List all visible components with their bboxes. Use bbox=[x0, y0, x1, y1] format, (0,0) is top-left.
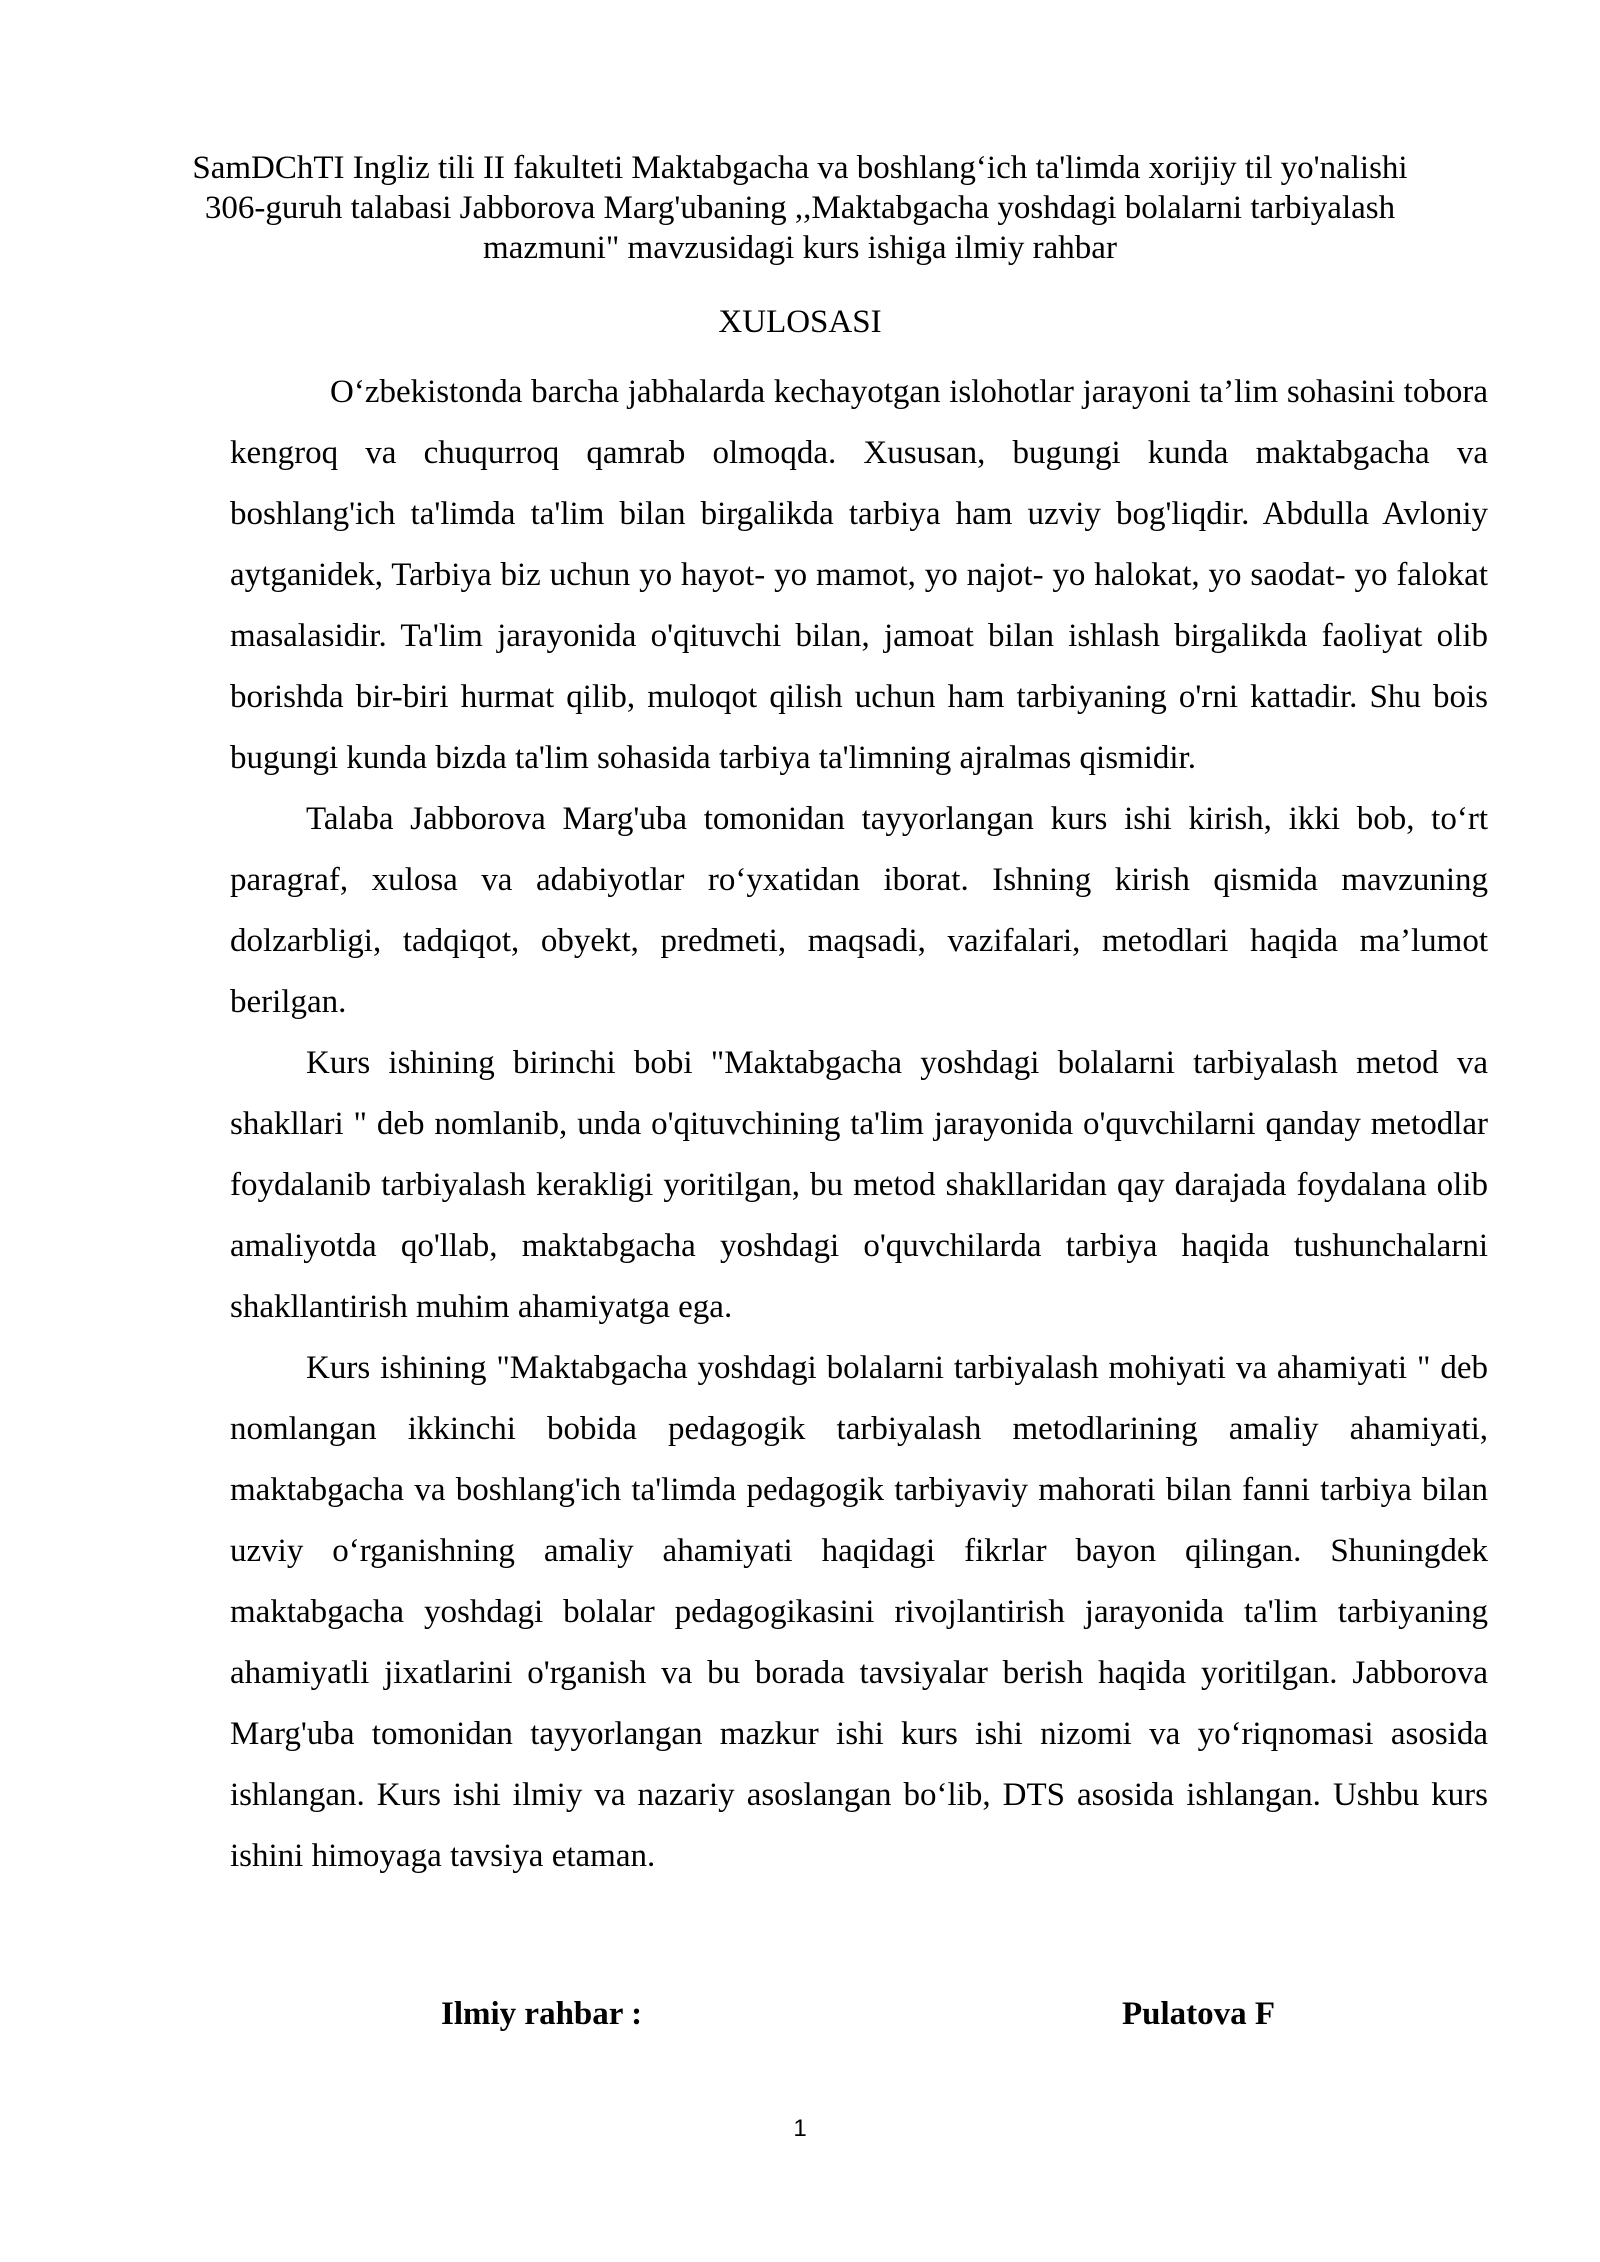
document-header bbox=[160, 148, 1440, 268]
header-line-1: SamDChTI Ingliz tili II fakulteti Maktabgacha va boshlang‘ich ta'limda xorijiy til yo'nalishi bbox=[192, 150, 1408, 186]
paragraph-chapter-two: Kurs ishining "Maktabgacha yoshdagi bolalarni tarbiyalash mohiyati va ahamiyati " deb nomlangan ikkinchi bobida pedagogik tarbiyalash metodlarining amaliy ahamiyati, maktabgacha va boshlang'ich ta'limda pedagogik tarbiyaviy mahorati bilan fanni tarbiya bilan uzviy o‘rganishning amaliy ahamiyati haqidagi fikrlar bayon qilingan. Shuningdek maktabgacha yoshdagi bolalar pedagogikasini rivojlantirish jarayonida ta'lim tarbiyaning ahamiyatli jixatlarini o'rganish va bu borada tavsiyalar berish haqida yoritilgan. Jabborova Marg'uba tomonidan tayyorlangan mazkur ishi kurs ishi nizomi va yo‘riqnomasi asosida ishlangan. Kurs ishi ilmiy va nazariy asoslangan bo‘lib, DTS asosida ishlangan. Ushbu kurs ishini himoyaga tavsiya etaman. bbox=[230, 1350, 1488, 1874]
signature-label: Ilmiy rahbar : bbox=[441, 1996, 643, 2032]
paragraph-intro: O‘zbekistonda barcha jabhalarda kechayotgan islohotlar jarayoni ta’lim sohasini tobora kengroq va chuqurroq qamrab olmoqda. Xususan, bugungi kunda maktabgacha va boshlang'ich ta'limda ta'lim bilan birgalikda tarbiya ham uzviy bog'liqdir. Abdulla Avloniy aytganidek, Tarbiya biz uchun yo hayot- yo mamot, yo najot- yo halokat, yo saodat- yo falokat masalasidir. Ta'lim jarayonida o'qituvchi bilan, jamoat bilan ishlash birgalikda faoliyat olib borishda bir-biri hurmat qilib, muloqot qilish uchun ham tarbiyaning o'rni kattadir. Shu bois bugungi kunda bizda ta'lim sohasida tarbiya ta'limning ajralmas qismidir. bbox=[230, 374, 1488, 776]
header-line-3: mazmuni" mavzusidagi kurs ishiga ilmiy rahbar bbox=[483, 230, 1117, 266]
paragraph-structure: Talaba Jabborova Marg'uba tomonidan tayyorlangan kurs ishi kirish, ikki bob, to‘rt paragraf, xulosa va adabiyotlar ro‘yxatidan iborat. Ishning kirish qismida mavzuning dolzarbligi, tadqiqot, obyekt, predmeti, maqsadi, vazifalari, metodlari haqida ma’lumot berilgan. bbox=[230, 801, 1488, 1020]
header-line-2: 306-guruh talabasi Jabborova Marg'ubaning ,,Maktabgacha yoshdagi bolalarni tarbiyalash bbox=[204, 190, 1396, 226]
page-number: 1 bbox=[793, 2115, 807, 2142]
document-title: XULOSASI bbox=[718, 304, 882, 340]
paragraph-chapter-one: Kurs ishining birinchi bobi "Maktabgacha yoshdagi bolalarni tarbiyalash metod va shakllari " deb nomlanib, unda o'qituvchining ta'lim jarayonida o'quvchilarni qanday metodlar foydalanib tarbiyalash kerakligi yoritilgan, bu metod shakllaridan qay darajada foydalana olib amaliyotda qo'llab, maktabgacha yoshdagi o'quvchilarda tarbiya haqida tushunchalarni shakllantirish muhim ahamiyatga ega. bbox=[230, 1045, 1488, 1325]
signature-name: Pulatova F bbox=[1122, 1996, 1276, 2032]
document-body bbox=[230, 362, 1488, 1887]
